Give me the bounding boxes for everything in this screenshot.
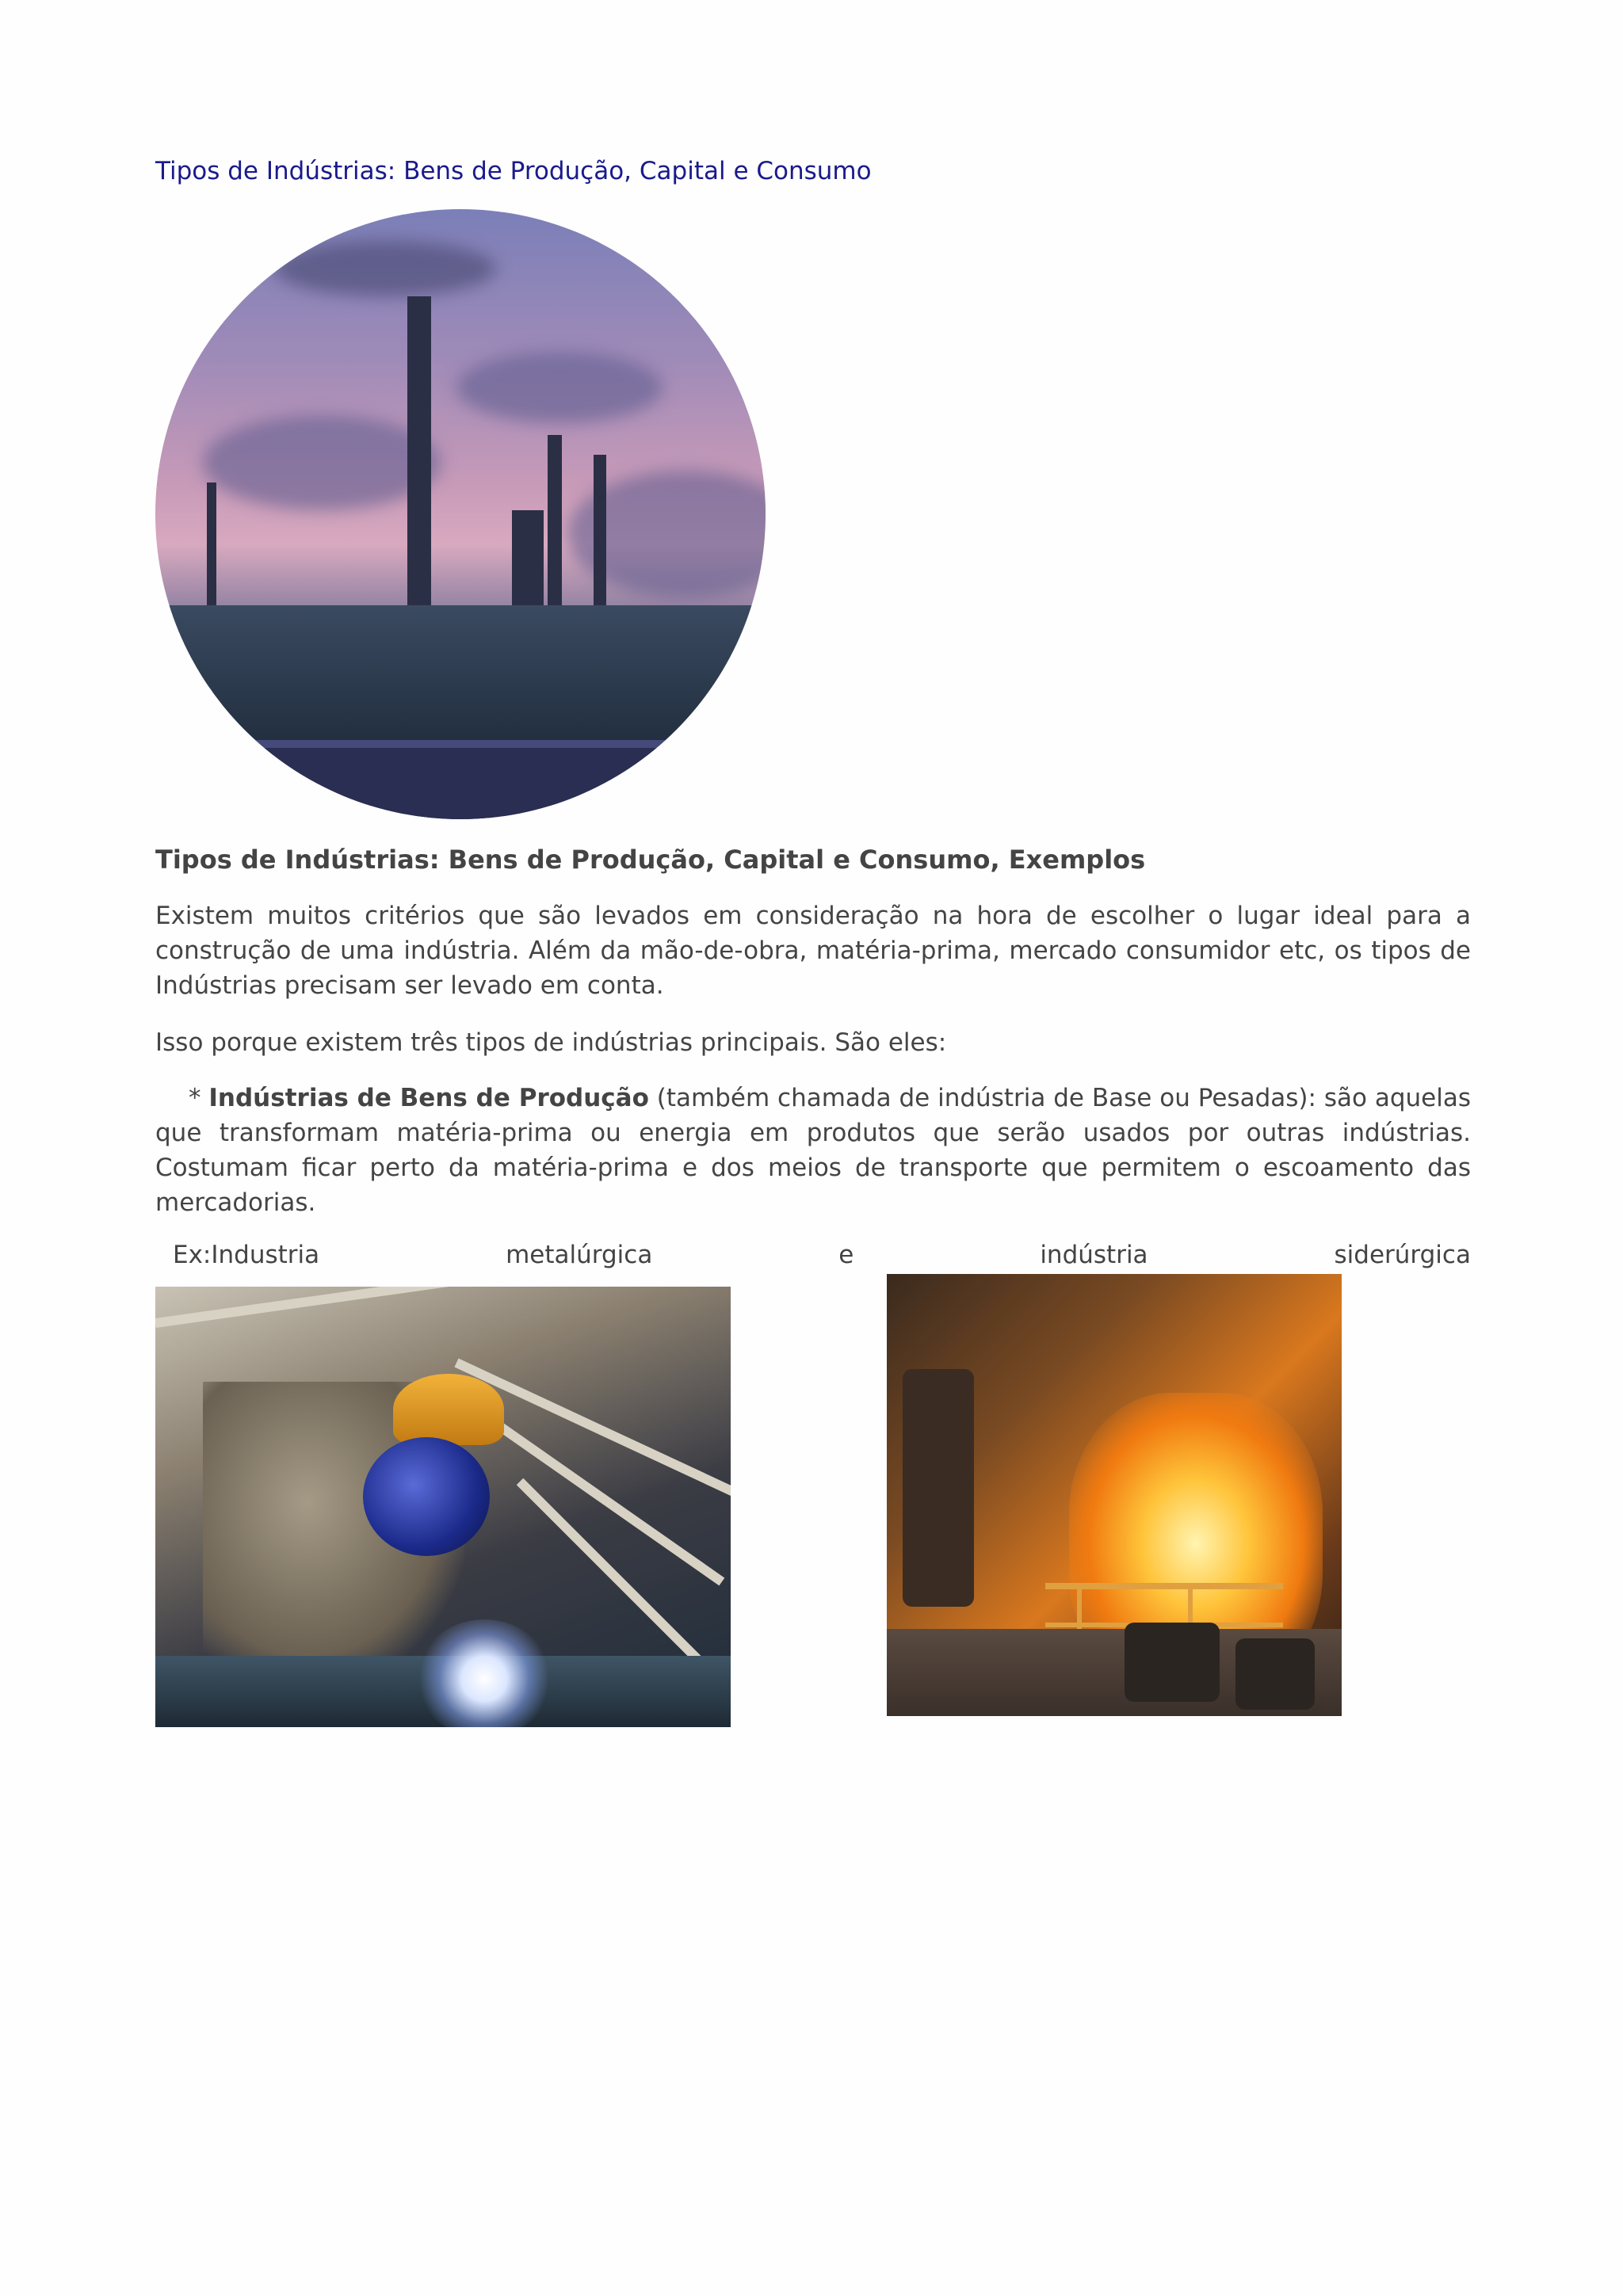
welder-photo [155,1287,731,1727]
paragraph-three-types: Isso porque existem três tipos de indústrias principais. São eles: [155,1028,947,1057]
example-word: metalúrgica [506,1241,653,1269]
bullet-marker: * [189,1084,201,1112]
furnace-photo [887,1274,1342,1716]
bullet-term: Indústrias de Bens de Produção [208,1084,649,1112]
refinery-photo [155,209,766,819]
title-link[interactable]: Tipos de Indústrias: Bens de Produção, Capital e Consumo [155,157,872,185]
example-word: siderúrgica [1334,1241,1471,1269]
paragraph-criteria: Existem muitos critérios que são levados em consideração na hora de escolher o lugar ideal para a construção de uma indústria. Além da mão-de-obra, matéria-prima, mercado consumidor etc, os tipos de Indústrias precisam ser levado em conta. [155,902,1471,1000]
section-heading: Tipos de Indústrias: Bens de Produção, Capital e Consumo, Exemplos [155,845,1146,875]
example-word: indústria [1040,1241,1148,1269]
bullet-bens-de-producao [155,1081,1471,1220]
example-word: Ex:Industria [173,1241,320,1269]
bullet-text: (também chamada de indústria de Base ou Pesadas): são aquelas que transformam matéria-prima ou energia em produtos que serão usados por outras indústrias. Costumam ficar perto da matéria-prima e dos meios de transporte que permitem o escoamento das mercadorias. [155,1084,1471,1217]
example-word: e [838,1241,854,1269]
example-line [155,1241,1471,1269]
